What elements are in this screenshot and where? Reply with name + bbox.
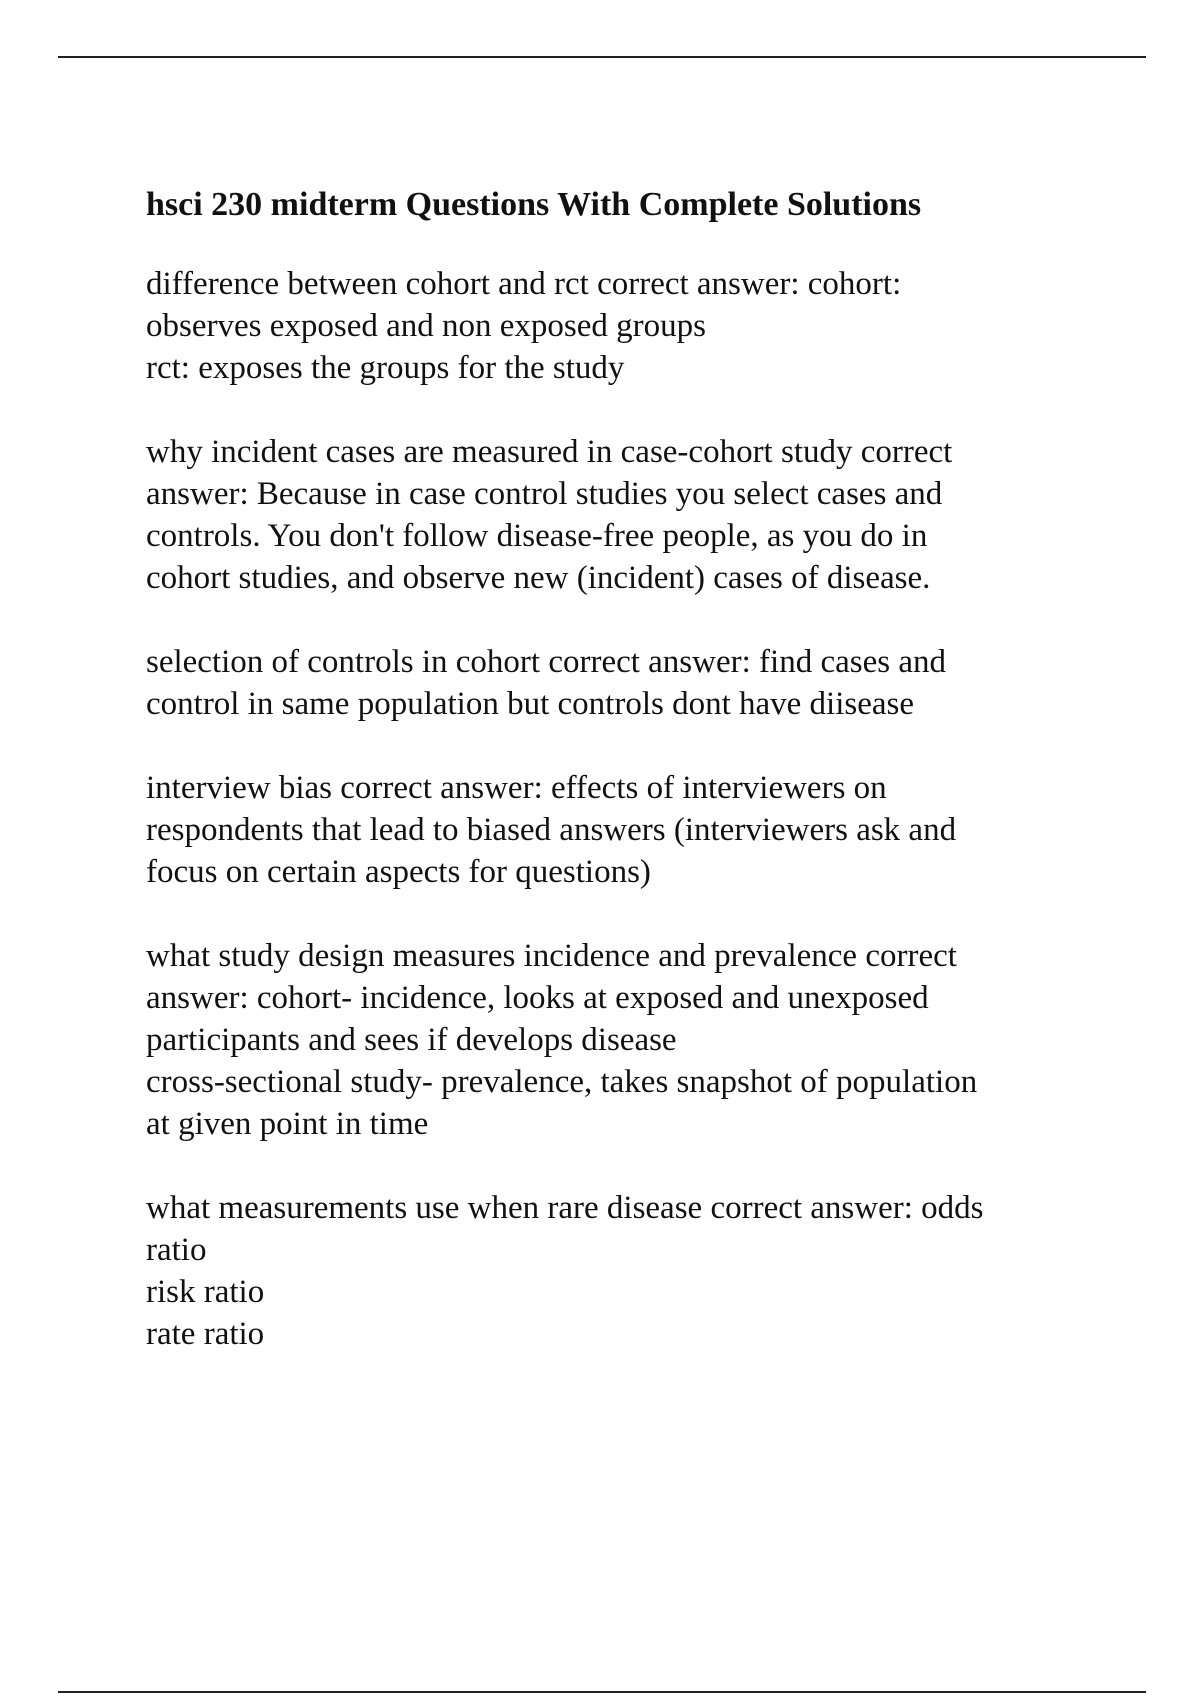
top-divider (58, 56, 1146, 58)
entry-line: participants and sees if develops disease (146, 1022, 677, 1058)
entry-line: control in same population but controls dont have diisease (146, 686, 915, 722)
qa-entry (146, 641, 1096, 725)
entry-line: interview bias correct answer: effects of interviewers on (146, 770, 887, 806)
entry-line: difference between cohort and rct correct answer: cohort: (146, 266, 902, 302)
entry-line: cohort studies, and observe new (incident) cases of disease. (146, 560, 931, 596)
entry-line: focus on certain aspects for questions) (146, 854, 651, 890)
entry-line: respondents that lead to biased answers (interviewers ask and (146, 812, 957, 848)
entry-line: rct: exposes the groups for the study (146, 350, 625, 386)
qa-entry (146, 1187, 1096, 1355)
entry-line: why incident cases are measured in case-cohort study correct (146, 434, 953, 470)
qa-entry (146, 767, 1096, 893)
entry-line: ratio (146, 1232, 207, 1268)
entry-line: answer: Because in case control studies you select cases and (146, 476, 943, 512)
entry-line: what study design measures incidence and prevalence correct (146, 938, 957, 974)
entry-line: observes exposed and non exposed groups (146, 308, 706, 344)
entry-line: rate ratio (146, 1316, 265, 1352)
entry-line: cross-sectional study- prevalence, takes snapshot of population (146, 1064, 978, 1100)
document-title: hsci 230 midterm Questions With Complete Solutions (146, 186, 922, 223)
qa-entry (146, 935, 1096, 1145)
entry-line: controls. You don't follow disease-free people, as you do in (146, 518, 928, 554)
document-body (146, 185, 1096, 1397)
bottom-divider (58, 1691, 1146, 1693)
entry-line: what measurements use when rare disease correct answer: odds (146, 1190, 984, 1226)
qa-entry (146, 431, 1096, 599)
qa-entry (146, 263, 1096, 389)
entry-line: answer: cohort- incidence, looks at exposed and unexposed (146, 980, 929, 1016)
entry-line: selection of controls in cohort correct answer: find cases and (146, 644, 946, 680)
entry-line: risk ratio (146, 1274, 265, 1310)
entry-line: at given point in time (146, 1106, 429, 1142)
